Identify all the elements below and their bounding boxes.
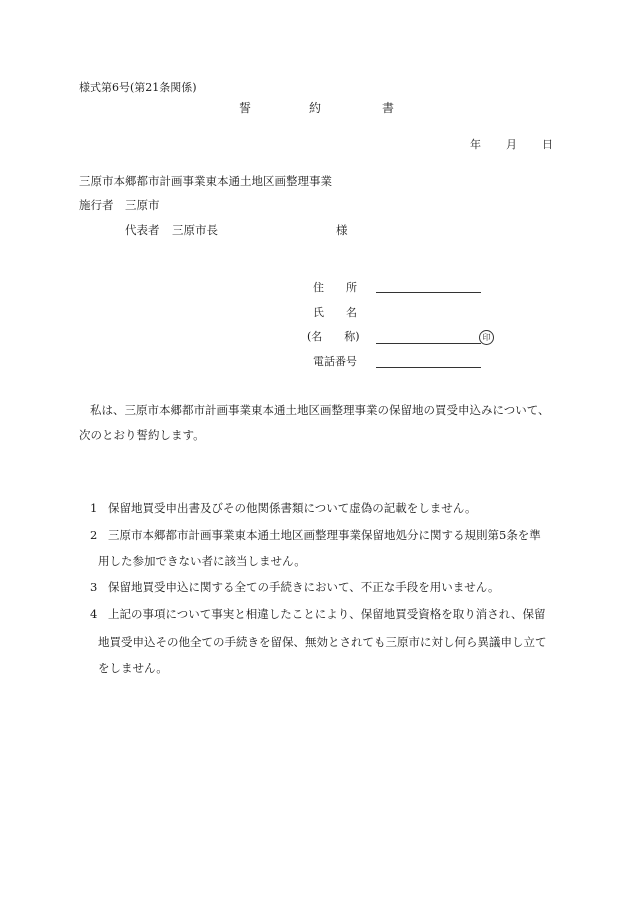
honorific: 様 — [336, 223, 348, 237]
item-text-continued: 地買受申込その他全ての手続きを留保、無効とされても三原市に対し何ら異議申し立て — [98, 635, 547, 649]
date-month: 月 — [506, 138, 517, 151]
date-year: 年 — [470, 138, 481, 151]
entity-name-underline — [376, 343, 481, 344]
item-number: 4 — [90, 607, 98, 621]
entity-name-label — [307, 331, 360, 342]
executor-label: 施行者 — [79, 198, 114, 212]
phone-label: 電話番号 — [313, 355, 357, 368]
label-char: 称) — [344, 330, 360, 343]
address-label — [313, 282, 357, 293]
date-day: 日 — [542, 138, 553, 151]
label-char: (名 — [307, 330, 323, 343]
intro-line-1: 私は、三原市本郷都市計画事業東本通土地区画整理事業の保留地の買受申込みについて、 — [90, 403, 550, 417]
item-number: 3 — [90, 580, 98, 594]
item-text-continued: をしません。 — [98, 661, 168, 675]
title-char: 書 — [382, 101, 395, 115]
project-name: 三原市本郷都市計画事業東本通土地区画整理事業 — [79, 174, 332, 188]
representative-label: 代表者 — [125, 223, 160, 237]
representative-name: 三原市長 — [172, 223, 218, 237]
item-number: 1 — [90, 501, 98, 515]
intro-line-2: 次のとおり誓約します。 — [79, 428, 205, 442]
item-text: 保留地買受申出書及びその他関係書類について虚偽の記載をしません。 — [108, 501, 477, 515]
executor-name: 三原市 — [125, 198, 160, 212]
address-underline — [376, 292, 481, 293]
phone-underline — [376, 367, 481, 368]
item-text: 三原市本郷都市計画事業東本通土地区画整理事業保留地処分に関する規則第5条を準 — [108, 528, 541, 542]
label-char: 住 — [313, 281, 324, 294]
form-number: 様式第6号(第21条関係) — [79, 81, 197, 94]
item-text: 保留地買受申込に関する全ての手続きにおいて、不正な手段を用いません。 — [108, 580, 500, 594]
item-text-continued: 用した参加できない者に該当しません。 — [98, 554, 306, 568]
title-char: 約 — [309, 101, 322, 115]
item-text: 上記の事項について事実と相違したことにより、保留地買受資格を取り消され、保留 — [108, 607, 546, 621]
label-char: 名 — [346, 306, 357, 319]
seal-mark-icon: 印 — [479, 330, 494, 345]
name-label — [313, 307, 357, 318]
title-char: 誓 — [239, 101, 252, 115]
item-number: 2 — [90, 528, 98, 542]
label-char: 氏 — [313, 306, 324, 319]
label-char: 所 — [346, 281, 357, 294]
